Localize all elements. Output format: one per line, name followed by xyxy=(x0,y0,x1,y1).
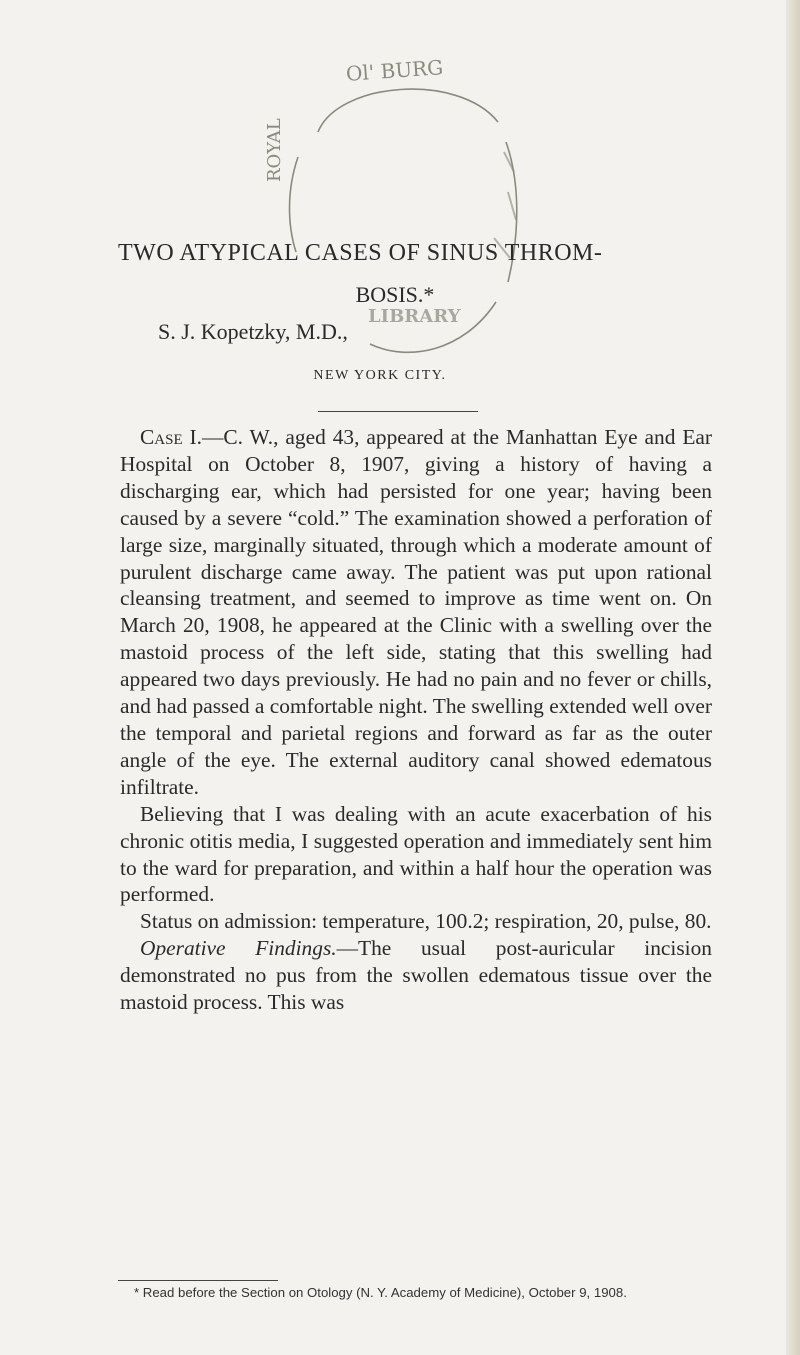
paragraph-case-1 xyxy=(120,424,712,801)
stamp-text-left: ROYAL xyxy=(264,118,285,182)
footnote-divider xyxy=(118,1280,278,1281)
author-byline: S. J. Kopetzky, M.D., xyxy=(158,319,348,344)
stamp-text-top: Ol' BURG xyxy=(345,55,444,86)
article-title-line-1: TWO ATYPICAL CASES OF SINUS THROM- xyxy=(118,240,603,266)
author-city: NEW YORK CITY. xyxy=(313,368,447,383)
stamp-outer-arc xyxy=(318,89,498,132)
paragraph-text: Status on admission: temperature, 100.2; respiration, 20, pulse, 80. xyxy=(140,909,712,934)
paragraph-status-on-admission xyxy=(120,908,712,935)
paragraph-text: Believing that I was dealing with an acute exacerbation of his chronic otitis media, I suggested operation and immediately sent him to the ward for preparation, and within a half hour the operation was performed. xyxy=(120,801,712,907)
paragraph-text: —The usual post-auricular incision demonstrated no pus from the swollen edematous tissue over the mastoid process. This was xyxy=(120,936,712,1015)
paragraph-text: —C. W., aged 43, appeared at the Manhattan Eye and Ear Hospital on October 8, 1907, giving a history of having a discharging ear, which had persisted for one year; having been caused by a severe “cold.” The examination showed a perforation of large size, marginally situated, through which a moderate amount of purulent discharge came away. The patient was put upon rational cleansing treatment, and seemed to improve as time went on. On March 20, 1908, he appeared at the Clinic with a swelling over the mastoid process of the left side, stating that this swelling had appeared two days previously. He had no pain and no fever or chills, and had passed a comfortable night. The swelling extended well over the temporal and parietal regions and forward as far as the outer angle of the eye. The external auditory canal showed edematous infiltrate. xyxy=(120,425,712,799)
title-divider xyxy=(318,411,478,412)
stamp-left-arc xyxy=(290,157,299,252)
paragraph-operative-findings xyxy=(120,935,712,1016)
article-body xyxy=(120,424,712,1016)
footnote: * Read before the Section on Otology (N. Y. Academy of Medicine), October 9, 1908. xyxy=(134,1285,627,1300)
operative-findings-heading: Operative Findings. xyxy=(140,936,337,961)
page-edge xyxy=(786,0,800,1355)
article-title-line-2: BOSIS.* xyxy=(355,282,435,307)
paragraph-operation-decision xyxy=(120,801,712,909)
case-heading: Case I. xyxy=(140,425,203,449)
stamp-text-bottom: LIBRARY xyxy=(368,306,461,327)
